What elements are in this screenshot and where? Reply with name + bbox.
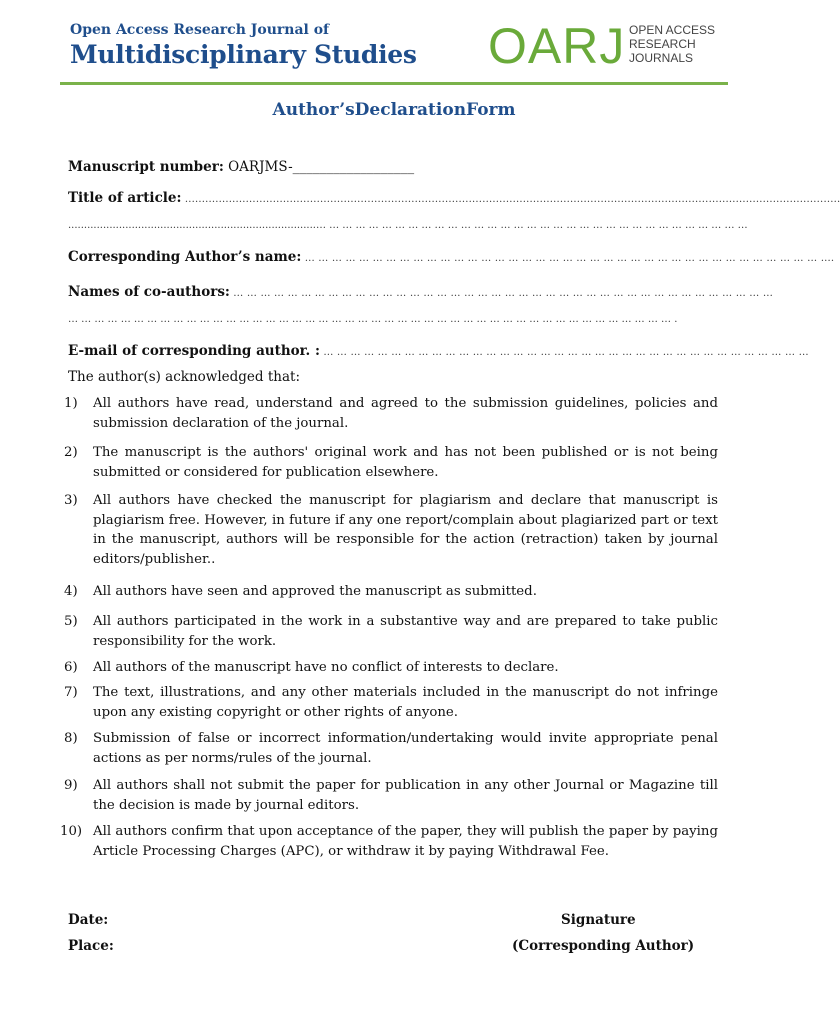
manuscript-number-value: OARJMS-__________________ bbox=[223, 159, 415, 175]
item-text: All authors confirm that upon acceptance of the paper, they will publish the paper by paying Article Processing Charges (APC), or withdraw it by paying Withdrawal Fee. bbox=[93, 824, 718, 859]
signature-label: Signature bbox=[561, 912, 636, 928]
logo-line-1: OPEN ACCESS bbox=[629, 23, 716, 37]
declaration-item bbox=[60, 612, 718, 651]
acknowledgement-intro: The author(s) acknowledged that: bbox=[68, 369, 300, 385]
declaration-item bbox=[60, 658, 718, 678]
co-authors-dots: … … … … … … … … … … … … … … … … … … … … … … … … … … … … … … … … … … … … … … … … bbox=[229, 288, 774, 299]
declaration-item bbox=[60, 443, 718, 482]
item-text: The manuscript is the authors' original work and has not been published or is not being submitted or considered for publication elsewhere. bbox=[93, 445, 718, 480]
article-title-line-2[interactable]: ..............................................................................… … … … … … … … … … … … … … … … … … … … … … … … … … … … … … … … … bbox=[68, 220, 748, 231]
article-title-field[interactable] bbox=[68, 190, 840, 206]
item-text: The text, illustrations, and any other materials included in the manuscript do not infringe upon any existing copyright or other rights of anyone. bbox=[93, 685, 718, 720]
declaration-item bbox=[60, 729, 718, 768]
item-number: 9) bbox=[64, 778, 78, 793]
item-number: 2) bbox=[64, 445, 78, 460]
journal-header bbox=[68, 20, 728, 84]
oarj-logo bbox=[488, 20, 728, 80]
item-number: 6) bbox=[64, 660, 78, 675]
declaration-item bbox=[60, 491, 718, 569]
logo-line-2: RESEARCH bbox=[629, 37, 696, 51]
item-text: All authors have seen and approved the manuscript as submitted. bbox=[93, 584, 537, 599]
co-authors-field[interactable] bbox=[68, 284, 774, 300]
article-title-label: Title of article: bbox=[68, 190, 182, 206]
co-authors-label: Names of co-authors: bbox=[68, 284, 230, 300]
form-title: Author’sDeclarationForm bbox=[272, 100, 516, 120]
manuscript-number-label: Manuscript number: bbox=[68, 159, 224, 175]
header-divider bbox=[60, 82, 728, 85]
item-number: 5) bbox=[64, 614, 78, 629]
item-text: All authors shall not submit the paper for publication in any other Journal or Magazine till the decision is made by journal editors. bbox=[93, 778, 718, 813]
place-label: Place: bbox=[68, 938, 114, 954]
corresponding-author-field[interactable] bbox=[68, 249, 835, 265]
declaration-item bbox=[60, 394, 718, 433]
item-text: All authors have read, understand and agreed to the submission guidelines, policies and submission declaration of the journal. bbox=[93, 396, 718, 431]
co-authors-line-2[interactable]: … … … … … … … … … … … … … … … … … … … … … … … … … … … … … … … … … … … … … … … … … … … … … … . bbox=[68, 314, 678, 325]
item-text: All authors participated in the work in a substantive way and are prepared to take public responsibility for the work. bbox=[93, 614, 718, 649]
logo-mark: OARJ bbox=[488, 18, 626, 74]
item-number: 3) bbox=[64, 493, 78, 508]
date-label: Date: bbox=[68, 912, 109, 928]
corresponding-author-label: Corresponding Author’s name: bbox=[68, 249, 302, 265]
logo-text bbox=[629, 23, 715, 65]
email-label: E-mail of corresponding author. : bbox=[68, 343, 320, 359]
article-title-dots: .................................................................................................................................................................................................. bbox=[181, 194, 840, 205]
declaration-item bbox=[60, 683, 718, 722]
item-text: All authors of the manuscript have no conflict of interests to declare. bbox=[93, 660, 559, 675]
item-number: 1) bbox=[64, 396, 78, 411]
declaration-item bbox=[60, 776, 718, 815]
item-number: 10) bbox=[60, 824, 83, 839]
journal-subtitle: Open Access Research Journal of bbox=[70, 22, 330, 38]
corresponding-author-dots: … … … … … … … … … … … … … … … … … … … … … … … … … … … … … … … … … … … … … … …. bbox=[301, 253, 835, 264]
item-text: All authors have checked the manuscript for plagiarism and declare that manuscript is plagiarism free. However, in future if any one report/complain about plagiarized part or text in the manuscript, authors will be responsible for the action (retraction) taken by journal editors/publisher.. bbox=[93, 493, 718, 567]
item-number: 8) bbox=[64, 731, 78, 746]
item-text: Submission of false or incorrect information/undertaking would invite appropriate penal actions as per norms/rules of the journal. bbox=[93, 731, 718, 766]
journal-title: Multidisciplinary Studies bbox=[70, 40, 417, 69]
manuscript-number-field[interactable] bbox=[68, 159, 414, 175]
declaration-item bbox=[60, 822, 718, 861]
declaration-item bbox=[60, 582, 718, 602]
email-dots: … … … … … … … … … … … … … … … … … … … … … … … … … … … … … … … … … … … … bbox=[319, 347, 809, 358]
item-number: 4) bbox=[64, 584, 78, 599]
item-number: 7) bbox=[64, 685, 78, 700]
signature-role: (Corresponding Author) bbox=[512, 938, 695, 954]
email-field[interactable] bbox=[68, 343, 809, 359]
logo-line-3: JOURNALS bbox=[629, 51, 694, 65]
